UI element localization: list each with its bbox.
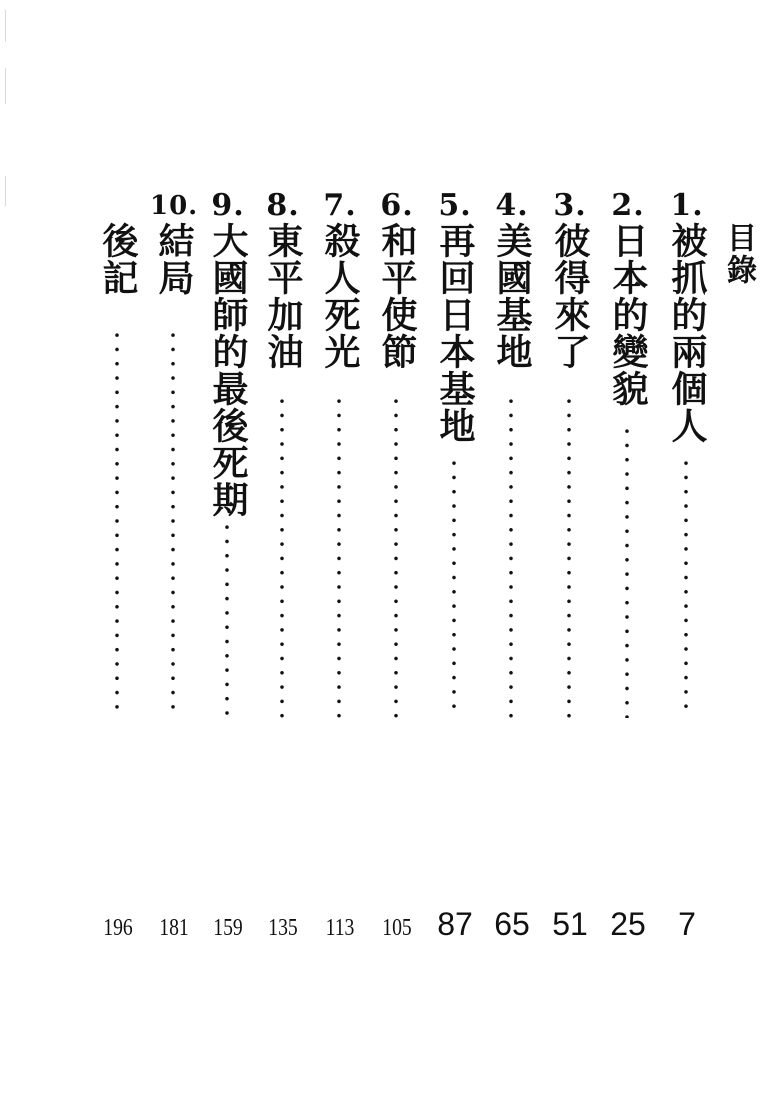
chapter-title: 後記 bbox=[97, 222, 139, 296]
toc-entry-9[interactable] bbox=[204, 188, 252, 941]
toc-entry-7[interactable] bbox=[316, 188, 364, 941]
chapter-title: 東平加油 bbox=[262, 222, 304, 370]
page-number: 196 bbox=[103, 915, 133, 941]
chapter-number: 3. bbox=[553, 188, 587, 223]
chapter-number: 6. bbox=[380, 188, 414, 223]
page-number: 87 bbox=[437, 906, 473, 942]
chapter-number: 8. bbox=[266, 188, 300, 223]
toc-entry-4[interactable] bbox=[488, 188, 536, 942]
chapter-title: 結局 bbox=[153, 222, 195, 296]
chapter-number: 5. bbox=[438, 188, 472, 223]
chapter-title: 再回日本基地 bbox=[434, 222, 476, 444]
toc-entry-afterword[interactable] bbox=[94, 188, 142, 941]
dot-leader bbox=[683, 456, 689, 718]
dot-leader bbox=[624, 424, 630, 718]
dot-leader bbox=[451, 456, 457, 718]
chapter-number: 4. bbox=[495, 188, 529, 223]
dot-leader bbox=[170, 328, 176, 718]
page-number: 135 bbox=[268, 915, 298, 941]
chapter-number: 7. bbox=[323, 188, 357, 223]
toc-entry-6[interactable] bbox=[373, 188, 421, 941]
scan-edge-mark bbox=[5, 176, 6, 206]
toc-entry-2[interactable] bbox=[604, 188, 652, 942]
toc-entry-5[interactable] bbox=[431, 188, 479, 942]
dot-leader bbox=[508, 394, 514, 718]
toc-entry-1[interactable] bbox=[663, 188, 711, 942]
chapter-title: 彼得來了 bbox=[549, 222, 591, 370]
page-number: 7 bbox=[678, 906, 696, 942]
chapter-title: 和平使節 bbox=[376, 222, 418, 370]
scan-edge-mark bbox=[5, 68, 6, 104]
page-number: 51 bbox=[552, 906, 588, 942]
dot-leader bbox=[393, 394, 399, 718]
dot-leader bbox=[224, 520, 230, 718]
dot-leader bbox=[566, 394, 572, 718]
dot-leader bbox=[114, 328, 120, 718]
chapter-number: 10. bbox=[150, 191, 199, 221]
toc-entry-3[interactable] bbox=[546, 188, 594, 942]
chapter-number: 9. bbox=[211, 188, 245, 223]
page-number: 181 bbox=[159, 915, 189, 941]
page-number: 105 bbox=[382, 915, 412, 941]
toc-title: 目錄 bbox=[721, 222, 756, 286]
chapter-title: 日本的變貌 bbox=[607, 222, 649, 407]
chapter-title: 殺人死光 bbox=[319, 222, 361, 370]
chapter-number: 2. bbox=[611, 188, 645, 223]
chapter-title: 被抓的兩個人 bbox=[666, 222, 708, 444]
dot-leader bbox=[336, 394, 342, 718]
page-number: 159 bbox=[213, 915, 243, 941]
chapter-number: 1. bbox=[670, 188, 704, 223]
chapter-title: 大國師的最後死期 bbox=[207, 222, 249, 518]
dot-leader bbox=[279, 394, 285, 718]
page-number: 65 bbox=[494, 906, 530, 942]
scan-edge-mark bbox=[5, 10, 6, 42]
toc-entry-10[interactable] bbox=[150, 188, 199, 941]
page-number: 25 bbox=[610, 906, 646, 942]
page-number: 113 bbox=[325, 915, 355, 941]
chapter-title: 美國基地 bbox=[491, 222, 533, 370]
toc-entry-8[interactable] bbox=[259, 188, 307, 941]
